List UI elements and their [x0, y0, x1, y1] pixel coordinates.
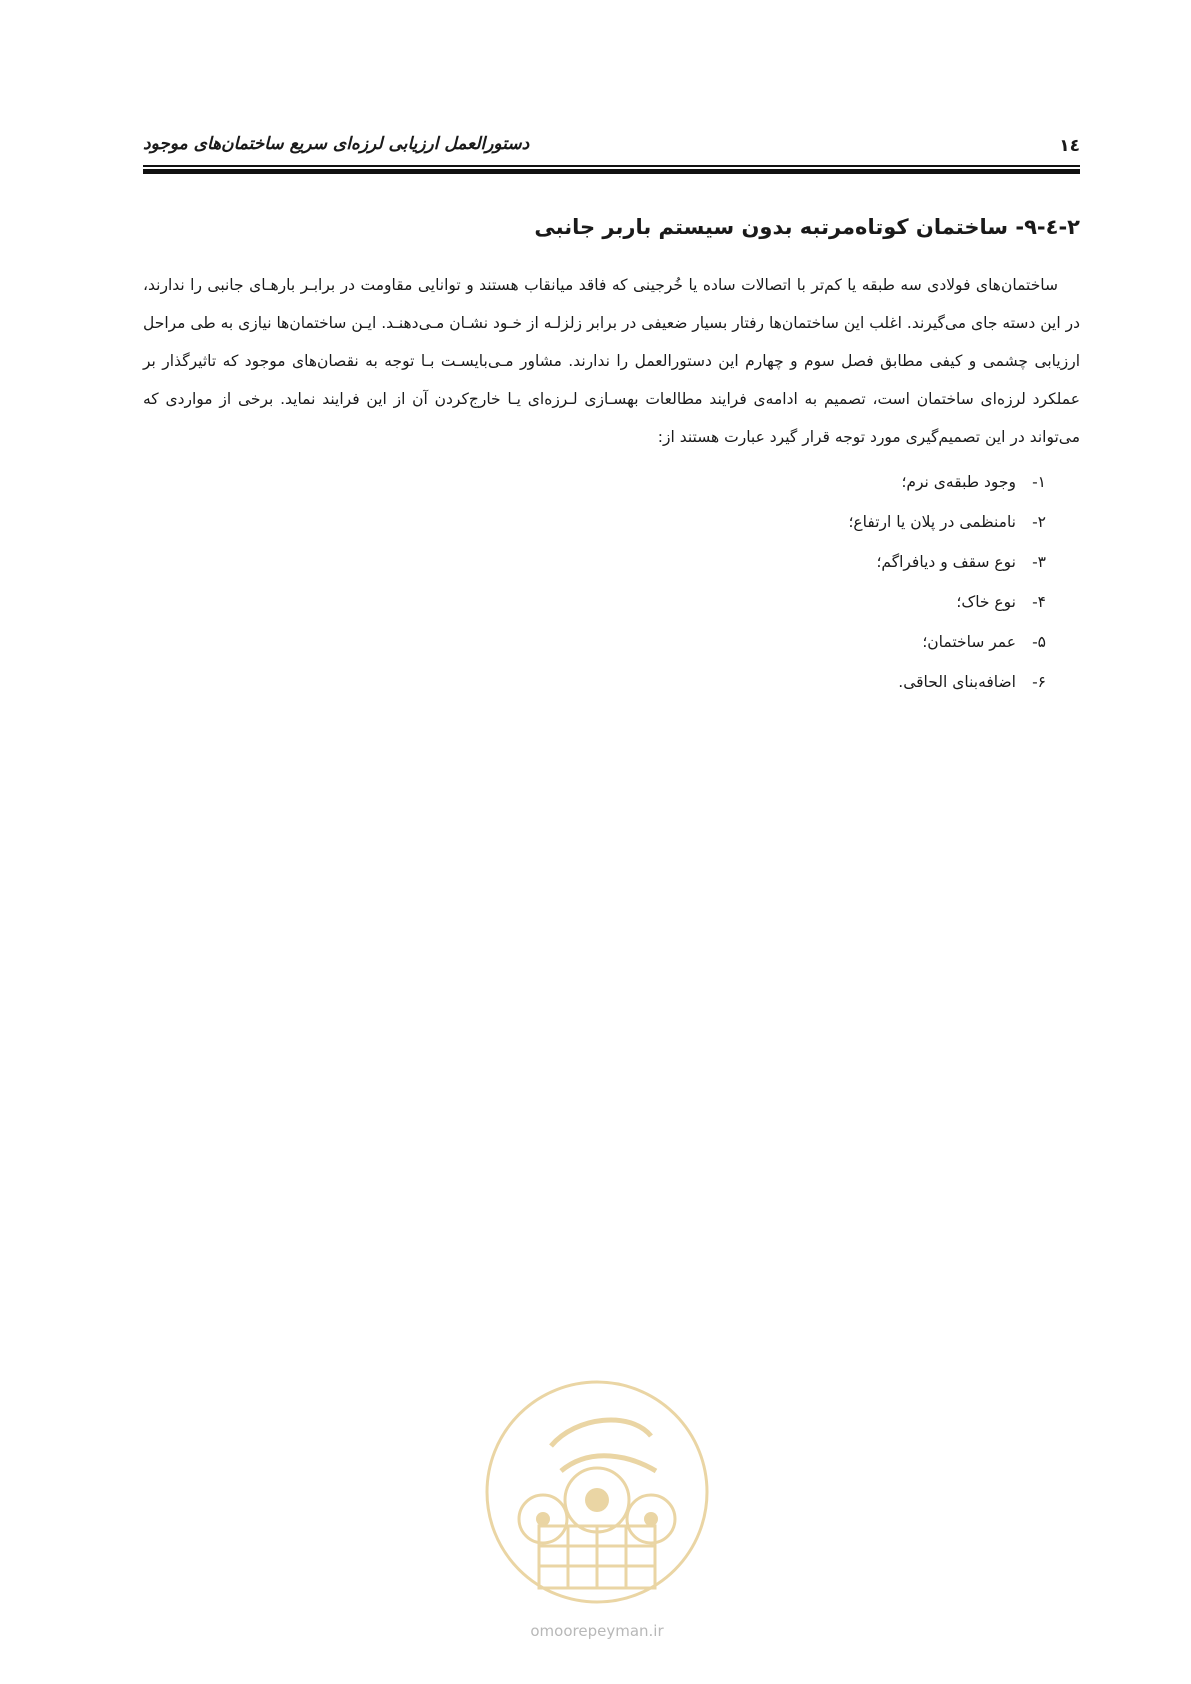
list-item-text: وجود طبقه‌ی نرم؛ — [901, 473, 1016, 491]
header-rule-thick — [143, 169, 1080, 174]
list-marker: ۲- — [1032, 513, 1046, 531]
list-item-text: اضافه‌بنای الحاقی. — [898, 673, 1016, 691]
page-content — [143, 212, 1080, 702]
list-marker: ۶- — [1032, 673, 1046, 691]
page-header — [143, 128, 1080, 162]
list-item-text: نوع خاک؛ — [956, 593, 1016, 611]
list-marker: ۴- — [1032, 593, 1046, 611]
list-marker: ۳- — [1032, 553, 1046, 571]
list-item — [143, 662, 1046, 702]
criteria-list — [143, 462, 1080, 702]
list-item — [143, 542, 1046, 582]
list-item — [143, 462, 1046, 502]
body-paragraph: ساختمان‌های فولادی سه طبقه یا کم‌تر با اتصالات ساده یا خُرجینی که فاقد میانقاب هستند و توانایی مقاومت در برابـر بارهـای جانبی را ندارند، در این دسته جای می‌گیرند. اغلب این ساختمان‌ها رفتار بسیار ضعیفی در برابر زلزلـه از خـود نشـان مـی‌دهنـد. ایـن ساختمان‌ها نیازی به طی مراحل ارزیابی چشمی و کیفی مطابق فصل سوم و چهارم این دستورالعمل را ندارند. مشاور مـی‌بایسـت بـا توجه به نقصان‌های موجود که تاثیرگذار بر عملکرد لرزه‌ای ساختمان است، تصمیم به ادامه‌ی فرایند مطالعات بهسـازی لـرزه‌ای یـا خارج‌کردن آن از این فرایند نماید. برخی از مواردی که می‌تواند در این تصمیم‌گیری مورد توجه قرار گیرد عبارت هستند از: — [143, 276, 1080, 446]
list-item — [143, 502, 1046, 542]
section-heading: ۲-٤-۹- ساختمان کوتاه‌مرتبه بدون سیستم باربر جانبی — [534, 215, 1080, 239]
header-rule-thin — [143, 165, 1080, 167]
list-item-text: نامنظمی در پلان یا ارتفاع؛ — [848, 513, 1016, 531]
list-marker: ۱- — [1032, 473, 1046, 491]
list-item — [143, 582, 1046, 622]
list-item-text: نوع سقف و دیافراگم؛ — [876, 553, 1016, 571]
running-title: دستورالعمل ارزیابی لرزه‌ای سریع ساختمان‌های موجود — [143, 134, 530, 154]
watermark-logo-icon — [481, 1376, 713, 1608]
list-marker: ۵- — [1032, 633, 1046, 651]
list-item — [143, 622, 1046, 662]
page-number: ۱٤ — [1059, 136, 1080, 156]
watermark-domain: omoorepeyman.ir — [530, 1622, 664, 1640]
list-item-text: عمر ساختمان؛ — [922, 633, 1016, 651]
